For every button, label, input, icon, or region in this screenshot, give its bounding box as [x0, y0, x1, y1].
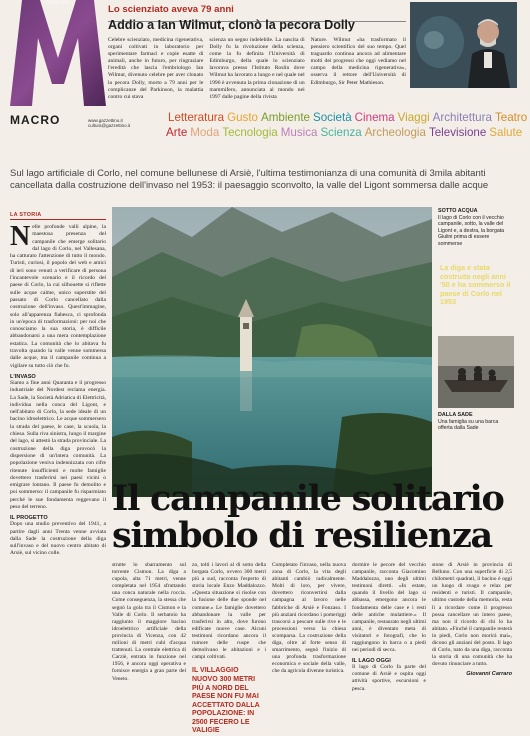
category-line-2 — [166, 125, 523, 140]
paragraph-intro: elle profonde valli alpine, la maestosa presenza del campanile che emerge solitario dal lago di Corlo, nel Vallesana, ha catturato l'attenzione di tutto il mondo. Turisti, curiosi, il popolo del web e amici di ieri sono venuti a verificare di persona l'incantevole scenario e il ricordo del paese di Corlo, la cui silhouette si riflette sulle acque calme, unico superstite del passato di Corlo cancellato dalla costruzione dell'invaso. Quest'immagine, solo all'apparenza fiabesca, ci sprofonda in un'epoca di trasformazioni: per noi che conosciamo la sua storia, è difficile abbandonarsi a una mera contemplazione estatica. La comunità che lo abitava fu travolta quando la valle venne sommersa dalle acque, ma il campanile continua a vigilare su tutto ciò che fu. — [10, 224, 106, 369]
inset-caption — [438, 412, 514, 432]
top-story-col-2: scienza un segno indelebile. La nascita di Dolly fu la rivoluzione della scienza, come la fu definita l'Università di Edimburgo, della quale lo scienziato lavorava presso l'Istituto Roslin dove Wilmut ha lavorato a lungo e nel quale nel 1996 è avvenuta la prima clonazione di un mammifero, annunciata al mondo nel 1997 dalle pagine della rivista — [209, 37, 305, 100]
left-column — [10, 212, 106, 558]
paragraph-progetto: Dopo una studio preventivo del 1941, a partire dagli anni Trenta venne avviata dalla Sade la costruzione della diga sull'invaso e del nuovo centro abitato di Arsiè, sul vicino colle. — [10, 521, 106, 557]
section-name: MACRO — [10, 113, 61, 127]
story-label: LA STORIA — [10, 212, 42, 218]
website-link[interactable]: www.gazzettino.it — [88, 118, 123, 123]
category-musica: Musica — [280, 126, 318, 139]
article-subtitle: Sul lago artificiale di Corlo, nel comune bellunese di Arsiè, l'ultima testimonianza di una comunità di 3mila abitanti cancellata dalla costruzione dell'invaso nel 1953: il paesaggio sconvolto, la valle del Ligont sommersa dalle acque — [10, 168, 489, 191]
bottom-col-5 — [432, 562, 512, 677]
category-architettura: Architettura — [432, 111, 492, 124]
category-cinema: Cinema — [354, 111, 395, 124]
top-story-headline: Addio a Ian Wilmut, clonò la pecora Dolly — [108, 18, 355, 32]
category-scienza: Scienza — [320, 126, 362, 139]
category-moda: Moda — [190, 126, 220, 139]
category-bar — [166, 110, 528, 140]
photo-overlay-text: La diga e stata costruita negli anni '50 e ha sommerso il paese di Corlo nel 1953 — [440, 263, 511, 307]
main-photo-caption — [438, 208, 514, 248]
bottom-col-4 — [352, 562, 426, 693]
label-rule — [10, 219, 106, 220]
svg-text:CULTURA: CULTURA — [46, 0, 70, 6]
category-archeologia: Archeologia — [364, 126, 426, 139]
paragraph-bottom-4: dormire le pecore del vecchio campanile, racconta Giacomino Maddalozzo, uno degli ultimi testimoni diretti. «In estate, quando il livello del lago si abbassa, emergono ancora le fondamenta delle case e i resti delle antiche mulattiere.» Il campanile, restaurato negli ultimi anni, è diventato meta di visitatori e fotografi, che lo raggiungono in barca o a piedi nei periodi di secca. — [352, 562, 426, 654]
category-line-1 — [168, 110, 528, 125]
bottom-col-1 — [112, 562, 186, 683]
section-contacts — [88, 118, 130, 129]
main-caption-title: SOTTO ACQUA — [438, 208, 478, 214]
category-ambiente: Ambiente — [261, 111, 310, 124]
bottom-col-3 — [272, 562, 346, 676]
lake-bell-tower-photo — [112, 207, 432, 497]
paragraph-bottom-5: stone di Arsiè in provincia di Belluno. Con una superficie di 2,5 chilometri quadrati, il bacino è oggi un luogo di svago e relax per residenti e turisti. Il campanile, ultimo custode della memoria, resta lì a ricordare come il progresso possa cancellare un intero paese, ma non il ricordo di chi lo ha abitato. «Finché il campanile resterà in piedi, Corlo non morirà mai», dicono gli anziani del posto. Il lago di Corlo, nato da una diga, racconta la storia di una comunità che ha dovuto rinunciare a tutto. — [432, 562, 512, 668]
scientist-photo — [410, 2, 517, 88]
article-title-line-2: simbolo di resilienza — [112, 515, 492, 556]
main-caption-text: Il lago di Corlo con il vecchio campanile, sotto, la valle del Ligont e, a destra, la borgata Giulini prima di essere sommerse — [438, 214, 505, 247]
top-story-col-1: Celebre scienziato, medicina rigenerativa, organi coltivati in laboratorio per sperimentare farmaci e copie esatte di animali, anche in futuro, per ringraziare l'eredità che lascia l'embriologo Ian Wilmut, divenuto celebre per aver clonato la pecora Dolly, morto a 79 anni per le complicanze del Parkinson, la malattia contro cui stava — [108, 37, 204, 100]
paragraph-bottom-1: strutte lo sbarramento sul torrente Cismon. La diga a cupola, alta 71 metri, venne completata nel 1954 sfruttando una conca naturale nella roccia. Come conseguenza, la stessa che segnò la gola tra il Cismon e la Valle di Corlo. Il serbatoio ha raggiunto il maggiore bacino idroelettrico artificiale della provincia di Vicenza, con 42 milioni di metri cubi d'acqua trattenuti. La centrale elettrica di Carziè, entrata in funzione nel 1956, è ancora oggi operativa e fornisce energia a gran parte del Veneto. — [112, 562, 186, 682]
paragraph-bottom-2: zo, tolti i lavori al di sotto della borgata Corlo, ovvero 300 metri più a sud, racconta l'esperto di storia locale Enzo Maddalozzo. «Questa situazione si risolse con la fusione delle due sponde nel comune.» Le famiglie dovettero abbandonare la valle per trasferirsi in alto, dove furono edificate nuove case. Alcuni testimoni ricordano ancora il rumore delle ruspe che demolivano le abitazioni e i campi coltivati. — [192, 562, 266, 661]
category-gusto: Gusto — [227, 111, 259, 124]
bottom-col-2 — [192, 562, 266, 735]
category-salute: Salute — [489, 126, 523, 139]
article-title — [112, 480, 512, 554]
category-tecnologia: Tecnologia — [222, 126, 278, 139]
subhead-lago: IL LAGO OGGI — [352, 658, 391, 665]
paragraph-invaso: Siamo a fine anni Quaranta e il progresso industriale del Nordest reclama energia. La Sade, la Società Adriatica di Elettricità, individua nella conca del Ligont, e nell'abitato di Corlo, la sede ideale di un bacino idroelettrico. Le acque sommersero la strada del paese, le case, la scuola, la chiesa. Sulla riva sinistra, lungo il margine del lago, si attestò la strada provinciale. La costruzione della diga provocò la dispersione di un'intera comunità. La popolazione veniva indennizzata con cifre ritenute insufficienti e molte famiglie dovettero trasferirsi nei paesi vicini o emigrare lontano. Il paese fu demolito e poi sommerso: il campanile fu risparmiato perché le sue fondamenta reggevano il peso del terreno. — [10, 379, 106, 510]
email-link[interactable]: cultura@gazzettino.it — [88, 123, 131, 129]
drop-cap: N — [10, 221, 31, 252]
paragraph-lago: Il lago di Corlo fa parte del comune di Arsiè e ospita oggi attività sportive, escursioni e pesca. — [352, 664, 426, 692]
inset-caption-text: Una famiglia su una barca offerta dalla Sade — [438, 418, 499, 432]
inset-caption-title: DALLA SADE — [438, 412, 473, 418]
article-body-1 — [10, 221, 106, 370]
subhead-invaso: L'INVASO — [10, 373, 36, 380]
category-televisione: Televisione — [428, 126, 487, 139]
macro-logo-icon — [8, 0, 108, 110]
subhead-progetto: IL PROGETTO — [10, 515, 48, 522]
author-signature: Giovanni Carraro — [466, 671, 512, 678]
category-societa: Società — [313, 111, 352, 124]
category-letteratura: Letteratura — [168, 111, 225, 124]
masthead — [0, 0, 528, 158]
top-story-kicker: Lo scienziato aveva 79 anni — [108, 4, 234, 15]
category-teatro: Teatro — [494, 111, 528, 124]
top-story-col-3: Nature. Wilmut «ha trasformato il pensiero scientifico del suo tempo. Quel traguardo continua ancora ad alimentare molti dei progressi che oggi vediamo nel campo della medicina rigenerativa», osserva il rettore dell'Università di Edimburgo, Sir Peter Mathieson. — [310, 37, 406, 86]
category-viaggi: Viaggi — [397, 111, 430, 124]
category-arte: Arte — [166, 126, 188, 139]
boat-family-photo — [438, 336, 514, 408]
pull-quote: IL VILLAGGIO NUOVO 300 METRI PIÙ A NORD DEL PAESE NON FU MAI ACCETTATO DALLA POPOLAZIONE: IN 2500 FECERO LE VALIGIE — [192, 667, 260, 735]
article-title-line-1: Il campanile solitario — [112, 478, 504, 519]
top-story — [108, 4, 406, 101]
top-story-columns — [108, 37, 406, 101]
paragraph-bottom-3: Completato l'invaso, nella nuova zona di Corlo, la vita degli abitanti cambiò radicalmente. Molti di loro, per vivere, dovettero riconvertirsi dalla campagna al lavoro nelle fabbriche di Arsiè e Fonzaso. I più anziani ricordano i pomeriggi trascorsi a pescare sulle rive e le processioni verso la chiesa scomparsa. La costruzione della diga, oltre al forte senso di smarrimento, segnò l'inizio di una profonda trasformazione economica e sociale della valle, che da agricola divenne turistica. — [272, 562, 346, 675]
